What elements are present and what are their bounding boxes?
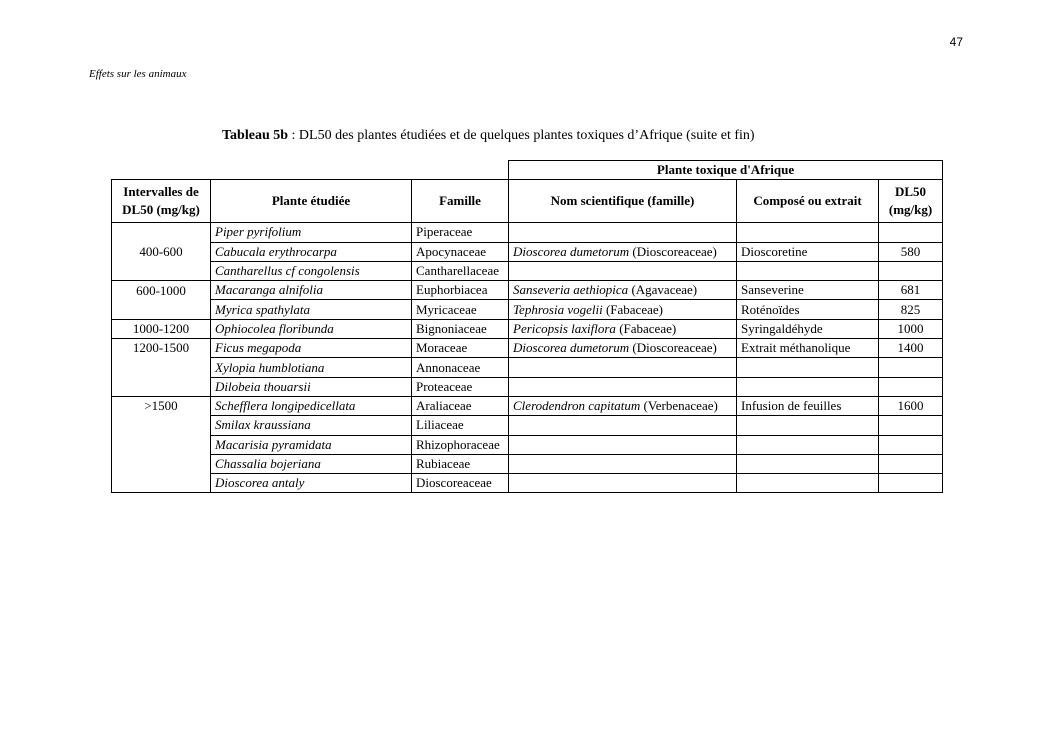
scientific-name-cell bbox=[509, 474, 737, 493]
scientific-name-cell bbox=[509, 454, 737, 473]
compound-cell: Sanseverine bbox=[737, 281, 879, 300]
family-cell: Liliaceae bbox=[412, 416, 509, 435]
table-row bbox=[112, 261, 943, 280]
interval-cell: 400-600 bbox=[112, 242, 211, 261]
scientific-name-cell bbox=[509, 377, 737, 396]
table-row bbox=[112, 454, 943, 473]
table-group-header-row bbox=[112, 161, 943, 180]
family-cell: Dioscoreaceae bbox=[412, 474, 509, 493]
family-cell: Piperaceae bbox=[412, 223, 509, 242]
family-cell: Annonaceae bbox=[412, 358, 509, 377]
scientific-family: (Fabaceae) bbox=[615, 320, 677, 336]
compound-cell: Infusion de feuilles bbox=[737, 396, 879, 415]
scientific-name-cell bbox=[509, 300, 737, 319]
scientific-name-cell bbox=[509, 261, 737, 280]
dl50-cell bbox=[879, 416, 943, 435]
caption-label: Tableau 5b bbox=[222, 128, 289, 143]
dl50-table bbox=[111, 160, 943, 493]
plant-cell: Cabucala erythrocarpa bbox=[211, 242, 412, 261]
family-cell: Rubiaceae bbox=[412, 454, 509, 473]
plant-cell: Macaranga alnifolia bbox=[211, 281, 412, 300]
table-row bbox=[112, 358, 943, 377]
interval-cell: 1000-1200 bbox=[112, 319, 211, 338]
compound-cell: Roténoïdes bbox=[737, 300, 879, 319]
family-cell: Apocynaceae bbox=[412, 242, 509, 261]
compound-cell: Dioscoretine bbox=[737, 242, 879, 261]
family-cell: Moraceae bbox=[412, 339, 509, 358]
header-plant: Plante étudiée bbox=[211, 180, 412, 223]
blank-header-cell bbox=[112, 161, 509, 180]
scientific-family: (Dioscoreaceae) bbox=[629, 243, 717, 259]
plant-cell: Dioscorea antaly bbox=[211, 474, 412, 493]
family-cell: Cantharellaceae bbox=[412, 261, 509, 280]
dl50-cell bbox=[879, 223, 943, 242]
scientific-name: Dioscorea dumetorum bbox=[513, 340, 630, 356]
scientific-name: Clerodendron capitatum bbox=[513, 398, 641, 414]
family-cell: Rhizophoraceae bbox=[412, 435, 509, 454]
interval-cell bbox=[112, 435, 211, 454]
scientific-name-cell bbox=[509, 396, 737, 415]
compound-cell bbox=[737, 377, 879, 396]
scientific-name-cell bbox=[509, 358, 737, 377]
compound-cell bbox=[737, 435, 879, 454]
interval-cell: >1500 bbox=[112, 396, 211, 415]
interval-cell bbox=[112, 416, 211, 435]
scientific-name-cell bbox=[509, 435, 737, 454]
scientific-name: Dioscorea dumetorum bbox=[513, 243, 630, 259]
scientific-family: (Agavaceae) bbox=[628, 282, 698, 298]
scientific-family: (Fabaceae) bbox=[602, 301, 663, 317]
interval-cell: 600-1000 bbox=[112, 281, 211, 300]
header-interval: Intervalles de DL50 (mg/kg) bbox=[112, 180, 211, 223]
table-row bbox=[112, 474, 943, 493]
dl50-cell bbox=[879, 435, 943, 454]
plant-cell: Smilax kraussiana bbox=[211, 416, 412, 435]
plant-cell: Chassalia bojeriana bbox=[211, 454, 412, 473]
scientific-name-cell bbox=[509, 319, 737, 338]
scientific-name-cell bbox=[509, 339, 737, 358]
scientific-name-cell bbox=[509, 416, 737, 435]
plant-cell: Ophiocolea floribunda bbox=[211, 319, 412, 338]
table-row bbox=[112, 223, 943, 242]
running-header: Effets sur les animaux bbox=[89, 68, 187, 80]
interval-cell bbox=[112, 474, 211, 493]
compound-cell bbox=[737, 223, 879, 242]
family-cell: Araliaceae bbox=[412, 396, 509, 415]
family-cell: Proteaceae bbox=[412, 377, 509, 396]
plant-cell: Cantharellus cf congolensis bbox=[211, 261, 412, 280]
dl50-cell bbox=[879, 377, 943, 396]
scientific-name-cell bbox=[509, 281, 737, 300]
dl50-cell bbox=[879, 454, 943, 473]
plant-cell: Dilobeia thouarsii bbox=[211, 377, 412, 396]
scientific-name: Pericopsis laxiflora bbox=[513, 320, 616, 336]
scientific-family: (Dioscoreaceae) bbox=[629, 340, 717, 356]
plant-cell: Xylopia humblotiana bbox=[211, 358, 412, 377]
plant-cell: Piper pyrifolium bbox=[211, 223, 412, 242]
table-row bbox=[112, 242, 943, 261]
interval-cell bbox=[112, 261, 211, 280]
table-header-row bbox=[112, 180, 943, 223]
interval-cell bbox=[112, 454, 211, 473]
table-row bbox=[112, 435, 943, 454]
compound-cell: Extrait méthanolique bbox=[737, 339, 879, 358]
compound-cell bbox=[737, 261, 879, 280]
interval-cell bbox=[112, 300, 211, 319]
family-cell: Euphorbiacea bbox=[412, 281, 509, 300]
table-row bbox=[112, 339, 943, 358]
caption-text: : DL50 des plantes étudiées et de quelques plantes toxiques d’Afrique (suite et fin) bbox=[288, 128, 755, 143]
plant-cell: Macarisia pyramidata bbox=[211, 435, 412, 454]
dl50-cell bbox=[879, 261, 943, 280]
header-scientific-name: Nom scientifique (famille) bbox=[509, 180, 737, 223]
table-caption bbox=[222, 128, 755, 144]
interval-cell bbox=[112, 223, 211, 242]
interval-cell bbox=[112, 377, 211, 396]
dl50-cell: 1600 bbox=[879, 396, 943, 415]
compound-cell: Syringaldéhyde bbox=[737, 319, 879, 338]
scientific-family: (Verbenaceae) bbox=[640, 398, 718, 414]
dl50-cell bbox=[879, 358, 943, 377]
table-row bbox=[112, 281, 943, 300]
scientific-name: Sanseveria aethiopica bbox=[513, 282, 629, 298]
table-row bbox=[112, 377, 943, 396]
scientific-name-cell bbox=[509, 223, 737, 242]
table-row bbox=[112, 396, 943, 415]
compound-cell bbox=[737, 416, 879, 435]
family-cell: Bignoniaceae bbox=[412, 319, 509, 338]
table-row bbox=[112, 319, 943, 338]
family-cell: Myricaceae bbox=[412, 300, 509, 319]
header-dl50: DL50 (mg/kg) bbox=[879, 180, 943, 223]
table-row bbox=[112, 300, 943, 319]
compound-cell bbox=[737, 358, 879, 377]
plant-cell: Myrica spathylata bbox=[211, 300, 412, 319]
plant-cell: Ficus megapoda bbox=[211, 339, 412, 358]
interval-cell: 1200-1500 bbox=[112, 339, 211, 358]
scientific-name: Tephrosia vogelii bbox=[513, 301, 603, 317]
compound-cell bbox=[737, 474, 879, 493]
group-header-toxic-plant: Plante toxique d'Afrique bbox=[509, 161, 943, 180]
scientific-name-cell bbox=[509, 242, 737, 261]
table-row bbox=[112, 416, 943, 435]
dl50-cell: 1400 bbox=[879, 339, 943, 358]
dl50-cell: 681 bbox=[879, 281, 943, 300]
header-family: Famille bbox=[412, 180, 509, 223]
compound-cell bbox=[737, 454, 879, 473]
dl50-cell bbox=[879, 474, 943, 493]
dl50-cell: 825 bbox=[879, 300, 943, 319]
interval-cell bbox=[112, 358, 211, 377]
header-compound: Composé ou extrait bbox=[737, 180, 879, 223]
dl50-cell: 1000 bbox=[879, 319, 943, 338]
dl50-cell: 580 bbox=[879, 242, 943, 261]
plant-cell: Schefflera longipedicellata bbox=[211, 396, 412, 415]
page-number: 47 bbox=[949, 35, 963, 49]
